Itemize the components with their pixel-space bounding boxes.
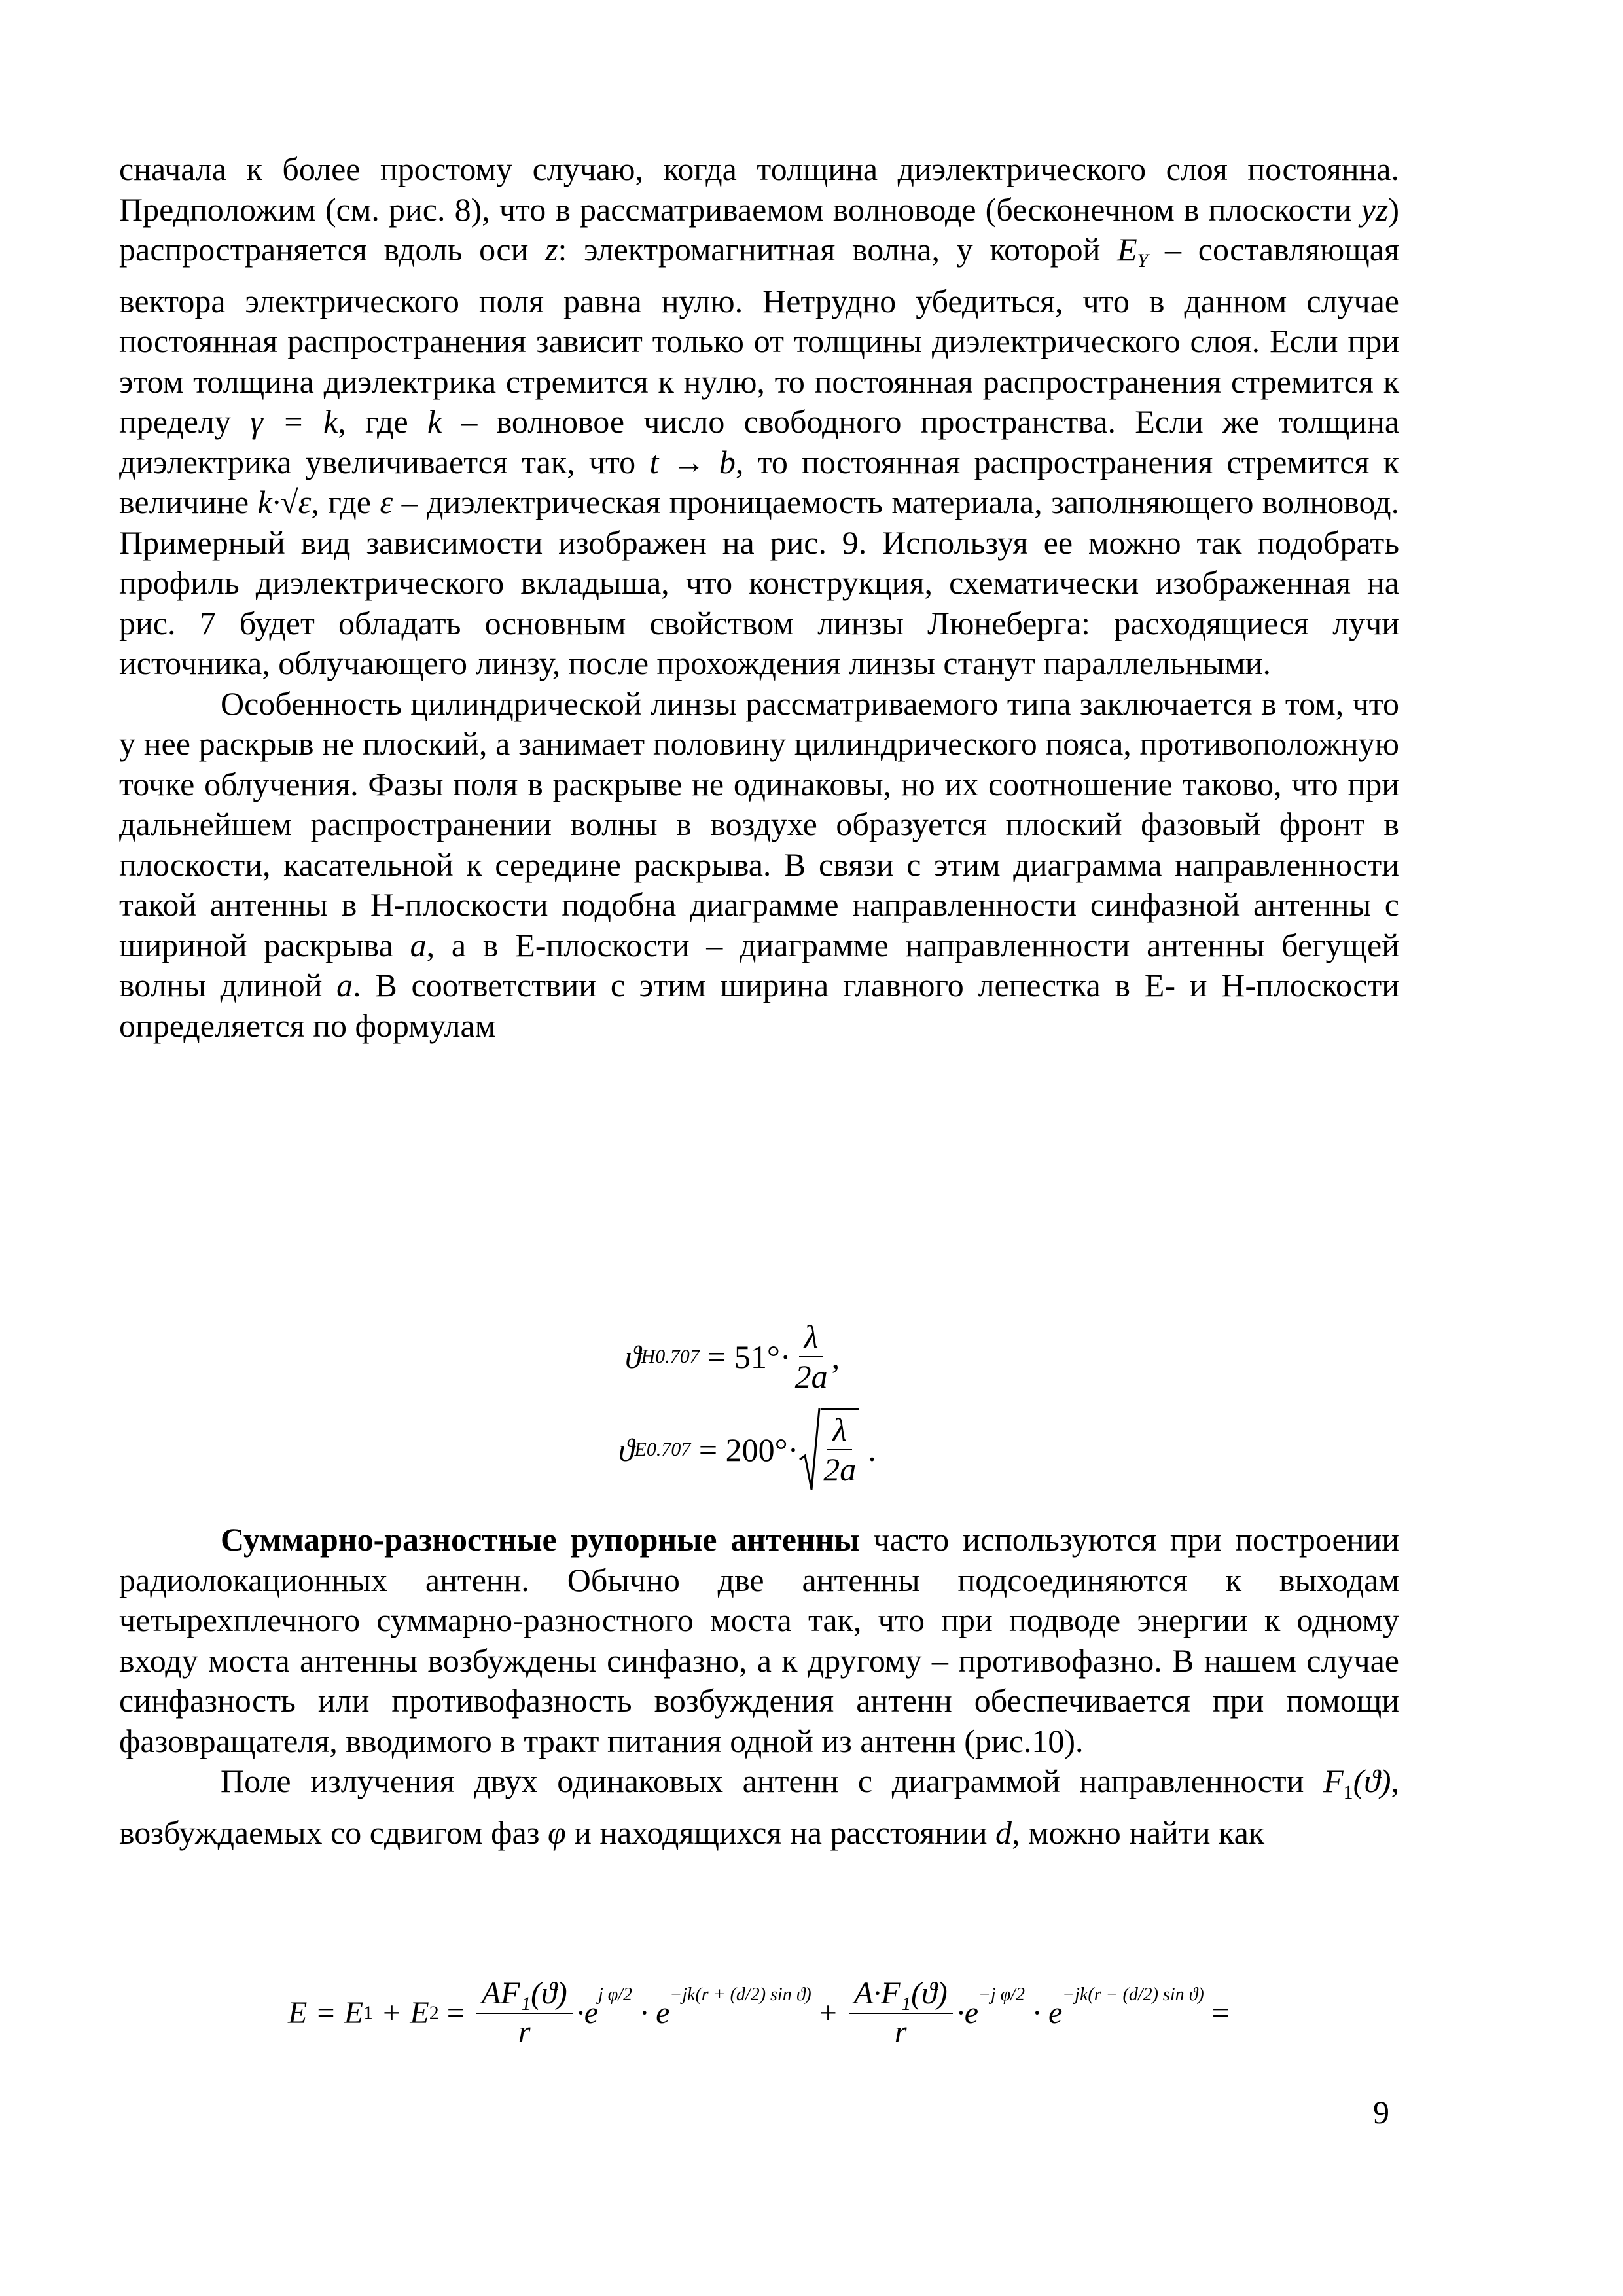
eq-plus: + E — [373, 1996, 429, 2031]
eq-denominator: r — [894, 2014, 907, 2049]
text-run: Поле излучения двух одинаковых антенн с диаграммой направленности — [221, 1763, 1324, 1799]
math-t-to-b: t → b — [649, 443, 736, 480]
text-run: , где — [338, 403, 427, 440]
text-run: : электромагнитная волна, у которой — [558, 231, 1118, 268]
paragraph-cylindrical-lens — [119, 684, 1399, 1047]
eq-lhs: ϑ — [618, 1431, 635, 1468]
eq-fraction — [476, 1977, 573, 2050]
eq-lhs: ϑ — [625, 1338, 641, 1375]
paragraph-sum-difference-horns — [119, 1520, 1399, 1853]
math-yz: yz — [1361, 190, 1389, 228]
math-F-arg: (ϑ) — [1353, 1763, 1391, 1799]
math-E: E — [1117, 231, 1137, 268]
eq-end: = — [1204, 1996, 1230, 2031]
eq-exp-base: ·e — [576, 1996, 598, 2031]
text-run: часто используются при построении радиолокационных антенн. Обычно две антенны подсоединяются к выходам четырехплечного суммарно-разностного моста так, что при подводе энергии к одному входу моста антенны возбуждены синфазно, а к другому – противофазно. В нашем случае синфазность или противофазность возбуждения антенн обеспечивается при помощи фазовращателя, вводимого в тракт питания одной из антенн (рис.10). — [119, 1521, 1400, 1759]
math-k: k — [427, 403, 442, 440]
eq-lhs-subscript: H0.707 — [641, 1346, 700, 1367]
math-a: a — [336, 967, 353, 1003]
eq-denominator: 2a — [823, 1451, 857, 1488]
text-run: , возбуждаемых со сдвигом фаз — [119, 1763, 1399, 1851]
math-E-subscript: Y — [1137, 250, 1149, 272]
eq-fraction — [795, 1319, 828, 1395]
math-F-subscript: 1 — [1343, 1782, 1353, 1803]
eq-numerator: λ — [799, 1319, 824, 1357]
text-run: ) распространяется вдоль оси — [119, 190, 1399, 268]
equation-total-field — [288, 1977, 1230, 2050]
text-run: , то постоянная распространения стремится к величине — [119, 443, 1399, 520]
math-gamma-equals-k: γ = k — [250, 403, 338, 440]
text-run: , а в E-плоскости – диаграмме направленности антенны бегущей волны длиной — [119, 926, 1399, 1003]
text-run: – волновое число свободного пространства. Если же толщина диэлектрика увеличивается так, что — [119, 403, 1400, 480]
eq-lhs-subscript: E0.707 — [634, 1439, 691, 1460]
eq-mid: = 200°· — [690, 1431, 799, 1468]
text-run: , где — [311, 484, 380, 520]
eq-denominator: r — [518, 2014, 531, 2049]
math-eps: ε — [380, 484, 393, 520]
text-run: Особенность цилиндрической линзы рассматриваемого типа заключается в том, что у нее раскрыв не плоский, а занимает половину цилиндрического пояса, противоположную точке облучения. Фазы поля в раскрыве не одинаковы, но их соотношение таково, что при дальнейшем распространении волны в воздухе образуется плоский фазовый фронт в плоскости, касательной к середине раскрыва. В связи с этим диаграмма направленности такой антенны в H-плоскости подобна диаграмме направленности синфазной антенны с шириной раскрыва — [119, 685, 1399, 963]
math-d: d — [995, 1814, 1012, 1851]
eq-lhs: E = E — [288, 1996, 364, 2031]
eq-numerator: A·F₁(ϑ) — [849, 1977, 953, 2014]
sqrt-radical-icon — [798, 1407, 821, 1492]
eq-tail: . — [868, 1431, 876, 1468]
text-run: . В соответствии с этим ширина главного лепестка в E- и H-плоскости определяется по формулам — [119, 967, 1399, 1044]
eq-fraction — [849, 1977, 953, 2050]
eq-equals: = — [438, 1996, 473, 2031]
eq-denominator: 2a — [794, 1358, 828, 1395]
eq-numerator: λ — [827, 1412, 852, 1450]
text-run: – диэлектрическая проницаемость материала, заполняющего волновод. Примерный вид зависимости изображен на рис. 9. Используя ее можно так подобрать профиль диэлектрического вкладыша, что конструкция, схематически изображенная на рис. 7 будет обладать основным свойством линзы Люнеберга: расходящиеся лучи источника, облучающего линзу, после прохождения линзы станут параллельными. — [119, 484, 1400, 681]
eq-exp-base: ·e — [956, 1996, 979, 2031]
page-number: 9 — [1373, 2094, 1389, 2130]
bold-term: Суммарно-разностные рупорные антенны — [221, 1521, 860, 1558]
text-run: и находящихся на расстоянии — [565, 1814, 996, 1851]
eq-exp-base: · e — [632, 1996, 670, 2031]
eq-exponent: j φ/2 — [598, 1984, 633, 2005]
eq-numerator: AF₁(ϑ) — [476, 1977, 573, 2014]
eq-tail: , — [831, 1338, 840, 1375]
eq-sub: 1 — [363, 2001, 374, 2024]
eq-fraction — [821, 1408, 859, 1492]
math-z: z — [545, 231, 558, 268]
sqrt-sign — [798, 1407, 859, 1492]
eq-exponent: −j φ/2 — [978, 1984, 1025, 2005]
math-phi: φ — [547, 1814, 566, 1851]
math-k-sqrt-eps: k·√ε — [257, 484, 312, 520]
equation-h-plane-width — [625, 1319, 840, 1395]
text-run: сначала к более простому случаю, когда толщина диэлектрического слоя постоянна. Предположим (см. рис. 8), что в рассматриваемом волноводе (бесконечном в плоскости — [119, 151, 1399, 228]
eq-exponent: −jk(r − (d/2) sin ϑ) — [1062, 1984, 1204, 2005]
equation-e-plane-width — [618, 1407, 876, 1492]
math-a: a — [410, 926, 427, 963]
eq-exponent: −jk(r + (d/2) sin ϑ) — [669, 1984, 812, 2005]
paragraph-radiation-field — [119, 1761, 1399, 1853]
paragraph-lens-profile — [119, 149, 1399, 1046]
eq-exp-base: · e — [1024, 1996, 1063, 2031]
eq-plus: + — [811, 1996, 845, 2031]
eq-sub: 2 — [429, 2001, 439, 2024]
eq-mid: = 51°· — [699, 1338, 791, 1375]
text-run: , можно найти как — [1012, 1814, 1265, 1851]
text-run: – составляющая вектора электрического поля равна нулю. Нетрудно убедиться, что в данном случае постоянная распространения зависит только от толщины диэлектрического слоя. Если при этом толщина диэлектрика стремится к нулю, то постоянная распространения стремится к пределу — [119, 231, 1399, 440]
math-F: F — [1323, 1763, 1344, 1799]
